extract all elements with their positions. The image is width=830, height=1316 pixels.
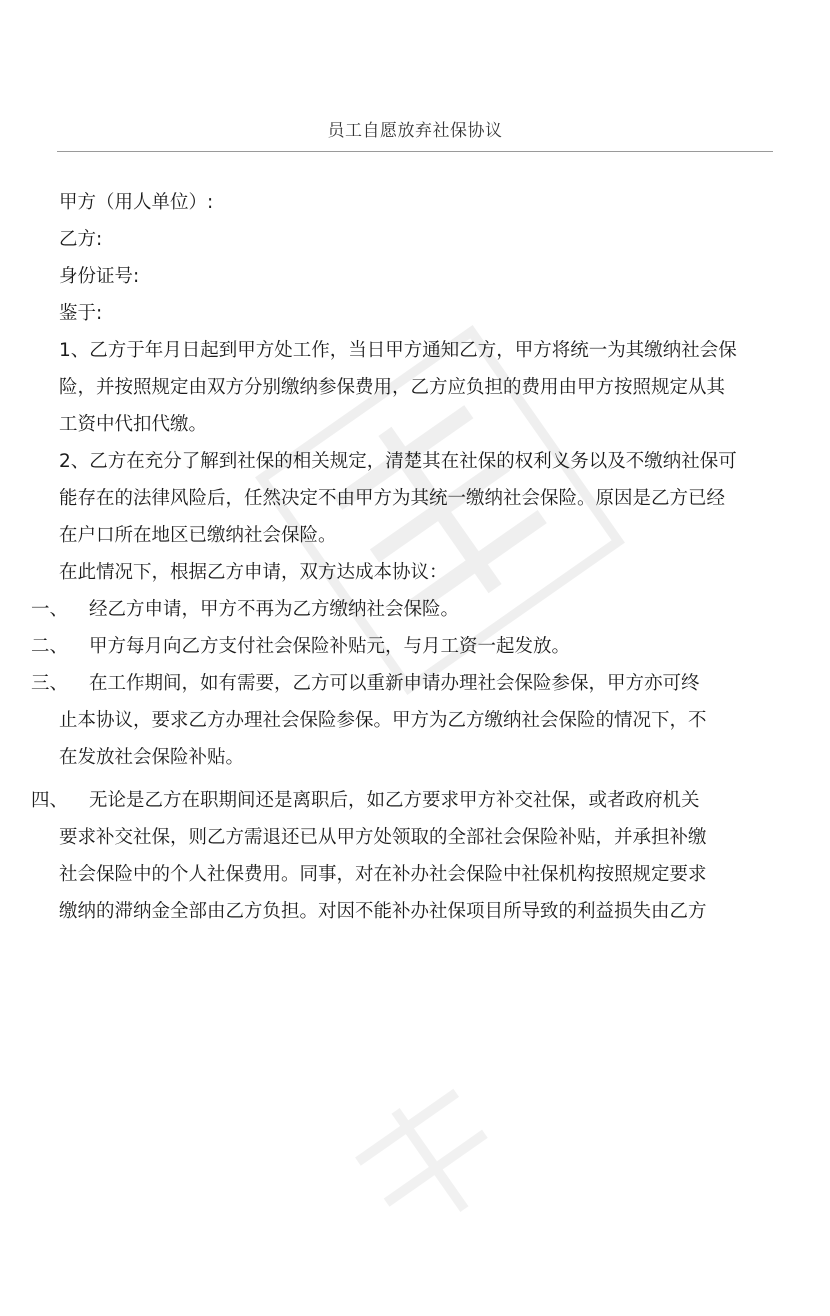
item-line: 缴纳的滞纳金全部由乙方负担。对因不能补办社保项目所导致的利益损失由乙方 bbox=[59, 901, 707, 922]
item-number: 一、 bbox=[31, 599, 69, 620]
item-line: 经乙方申请，甲方不再为乙方缴纳社会保险。 bbox=[89, 599, 460, 620]
title-divider bbox=[57, 151, 773, 152]
document-body bbox=[31, 184, 773, 930]
agreement-item-2 bbox=[31, 628, 773, 665]
party-a-label: 甲方（用人单位）: bbox=[59, 192, 214, 213]
id-number-label: 身份证号: bbox=[59, 266, 140, 287]
clause-2-line: 在户口所在地区已缴纳社会保险。 bbox=[59, 525, 337, 546]
clause-1-line: 险，并按照规定由双方分别缴纳参保费用，乙方应负担的费用由甲方按照规定从其 bbox=[59, 377, 726, 398]
item-line: 在工作期间，如有需要，乙方可以重新申请办理社会保险参保，甲方亦可终 bbox=[89, 673, 700, 694]
item-number: 三、 bbox=[31, 673, 69, 694]
whereas-label: 鉴于: bbox=[59, 303, 103, 324]
clause-1-line: 1、乙方于年月日起到甲方处工作，当日甲方通知乙方，甲方将统一为其缴纳社会保 bbox=[59, 340, 737, 361]
item-line: 在发放社会保险补贴。 bbox=[59, 747, 245, 768]
item-line: 社会保险中的个人社保费用。同事，对在补办社会保险中社保机构按照规定要求 bbox=[59, 864, 707, 885]
agreement-item-4 bbox=[31, 782, 773, 930]
party-b-label: 乙方: bbox=[59, 229, 103, 250]
item-number: 四、 bbox=[31, 790, 69, 811]
clause-1-line: 工资中代扣代缴。 bbox=[59, 414, 208, 435]
clause-2-line: 能存在的法律风险后，任然决定不由甲方为其统一缴纳社会保险。原因是乙方已经 bbox=[59, 488, 726, 509]
clause-2-line: 2、乙方在充分了解到社保的相关规定，清楚其在社保的权利义务以及不缴纳社保可 bbox=[59, 451, 737, 472]
clause-1 bbox=[59, 332, 773, 443]
watermark-logo-icon bbox=[266, 1004, 594, 1316]
clause-2 bbox=[59, 443, 773, 554]
document-title: 员工自愿放弃社保协议 bbox=[327, 121, 503, 141]
item-line: 止本协议，要求乙方办理社会保险参保。甲方为乙方缴纳社会保险的情况下，不 bbox=[59, 710, 707, 731]
agreement-intro: 在此情况下，根据乙方申请，双方达成本协议： bbox=[59, 562, 448, 583]
agreement-item-1 bbox=[31, 591, 773, 628]
agreement-item-3 bbox=[31, 665, 773, 776]
item-number: 二、 bbox=[31, 636, 69, 657]
item-line: 要求补交社保，则乙方需退还已从甲方处领取的全部社会保险补贴，并承担补缴 bbox=[59, 827, 707, 848]
item-line: 无论是乙方在职期间还是离职后，如乙方要求甲方补交社保，或者政府机关 bbox=[89, 790, 700, 811]
item-line: 甲方每月向乙方支付社会保险补贴元，与月工资一起发放。 bbox=[89, 636, 571, 657]
